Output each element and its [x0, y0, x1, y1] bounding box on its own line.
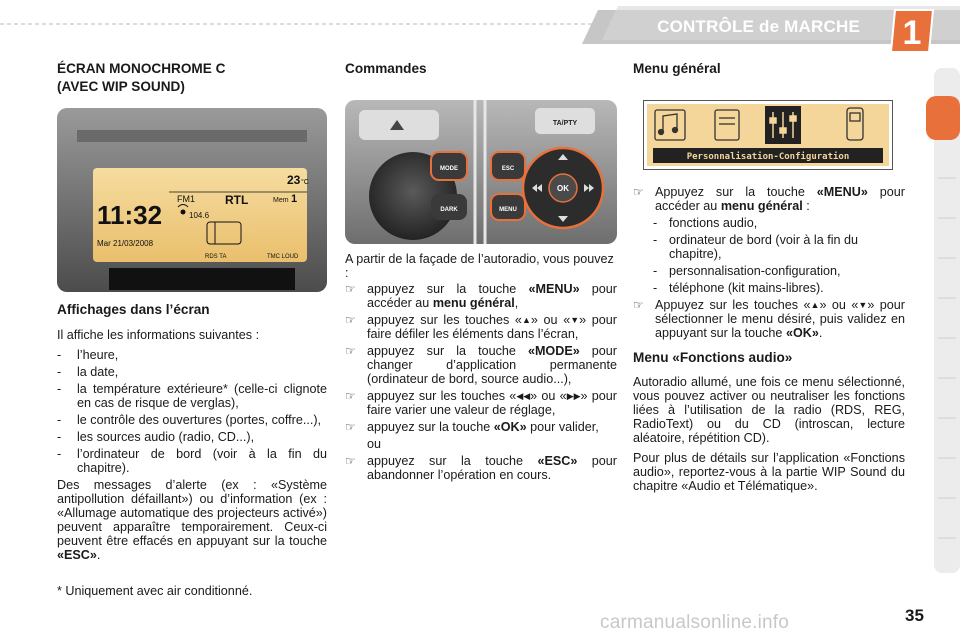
forward-glyph-icon: ▶▶: [566, 391, 581, 401]
list-item: ☞ appuyez sur la touche «MODE» pour changer d’application permanente (ordinateur de bord, source audio...),: [345, 344, 617, 386]
list-item: - téléphone (kit mains-libres).: [653, 281, 824, 295]
heading-line-2: (AVEC WIP SOUND): [57, 79, 185, 94]
list-item: ☞ appuyez sur les touches «▲» ou «▼» pour faire défiler les éléments dans l’écran,: [345, 313, 617, 341]
list-item: - l’heure,: [57, 348, 119, 362]
menu-sublist: [653, 216, 905, 295]
page-number: 35: [905, 606, 924, 625]
list-item: - l’ordinateur de bord (voir à la fin du chapitre).: [57, 447, 327, 475]
lcd-date: Mar 21/03/2008: [97, 239, 154, 248]
section-heading-menu-general: Menu général: [633, 61, 721, 76]
list-item: - le contrôle des ouvertures (portes, coffre...),: [57, 413, 322, 427]
menu-button-label: MENU: [499, 207, 517, 213]
pointing-hand-icon: ☞: [345, 282, 356, 296]
lcd-frequency: 104.6: [189, 211, 210, 220]
list-item: ☞ appuyez sur les touches «◀◀» ou «▶▶» pour faire varier une valeur de réglage,: [345, 389, 617, 417]
pointing-hand-icon: ☞: [345, 389, 356, 403]
commands-list: [345, 282, 617, 482]
list-item: ☞ Appuyez sur les touches «▲» ou «▼» pour sélectionner le menu désiré, puis validez en appuyant sur la touche «OK».: [633, 298, 905, 340]
chapter-tab-strip: [926, 68, 960, 573]
list-item: - la date,: [57, 365, 119, 379]
list-item: - fonctions audio,: [653, 216, 758, 230]
column-display: [57, 60, 327, 598]
down-triangle-icon: ▼: [858, 300, 868, 310]
list-item-or: ou: [367, 437, 382, 451]
lcd-rds: RDS TA: [205, 254, 227, 260]
footnote: * Uniquement avec air conditionné.: [57, 584, 253, 598]
pointing-hand-icon: ☞: [345, 454, 356, 468]
down-triangle-icon: ▼: [570, 315, 580, 325]
alert-paragraph: Des messages d’alerte (ex : «Système antipollution défaillant») ou d’information (ex : «Allumage automatique des projecteurs activé») peuvent apparaître temporairement. Ceux-ci peuvent être effacés en appuyant sur la touche «ESC».: [57, 478, 327, 562]
chapter-number: 1: [902, 14, 922, 52]
list-item: - les sources audio (radio, CD...),: [57, 430, 255, 444]
ta-pty-label: TA/PTY: [552, 120, 578, 127]
section-heading-affichages: Affichages dans l’écran: [57, 302, 210, 317]
dark-button-label: DARK: [440, 207, 458, 213]
list-item: ☞ Appuyez sur la touche «MENU» pour accéder au menu général :: [633, 185, 905, 213]
pointing-hand-icon: ☞: [345, 420, 356, 434]
lcd-time: 11:32: [97, 200, 163, 230]
up-triangle-icon: ▲: [521, 315, 531, 325]
list-item: - personnalisation-configuration,: [653, 264, 841, 278]
up-triangle-icon: ▲: [810, 300, 820, 310]
esc-key-label: «ESC»: [57, 548, 97, 562]
column-menu: [633, 60, 905, 493]
pointing-hand-icon: ☞: [633, 185, 644, 199]
lcd-display-photo: [57, 108, 327, 292]
watermark: carmanualsonline.info: [600, 612, 790, 633]
chapter-badge: [887, 6, 937, 56]
list-item: - ordinateur de bord (voir à la fin du chapitre),: [653, 233, 859, 261]
section-heading-fonctions-audio: Menu «Fonctions audio»: [633, 350, 793, 365]
column-controls: [345, 60, 617, 485]
lcd-memory-number: 1: [291, 193, 298, 205]
ok-button-label: OK: [557, 184, 569, 193]
section-heading-ecran: [57, 60, 327, 96]
menu-list: [633, 185, 905, 213]
lcd-temp-unit: °C: [301, 179, 309, 186]
lcd-tmc: TMC LOUD: [267, 254, 299, 260]
page-header: [0, 0, 960, 52]
commands-intro: A partir de la façade de l’autoradio, vous pouvez :: [345, 252, 614, 280]
radio-panel-photo: [345, 100, 617, 244]
rewind-glyph-icon: ◀◀: [516, 391, 531, 401]
audio-paragraph-1: Autoradio allumé, une fois ce menu sélectionné, vous pouvez activer ou neutraliser les fonctions liées à l’utilisation de la radio (RDS, REG, RadioText) ou du CD (introscan, lecture aléatoire, répétition CD).: [633, 375, 905, 445]
esc-button-label: ESC: [501, 166, 515, 172]
menu-screen-image: [643, 100, 893, 170]
lcd-station-name: RTL: [225, 193, 249, 207]
tab-strip-graphic: [926, 68, 960, 573]
menu-list-2: [633, 298, 905, 340]
pointing-hand-icon: ☞: [345, 313, 356, 327]
list-item: ☞ appuyez sur la touche «OK» pour valider,: [345, 420, 599, 434]
pointing-hand-icon: ☞: [633, 298, 644, 312]
list-item: - la température extérieure* (celle-ci clignote en cas de risque de verglas),: [57, 382, 327, 410]
page-title: CONTRÔLE de MARCHE: [657, 17, 860, 36]
section-heading-commandes: Commandes: [345, 61, 427, 76]
display-items-list: [57, 348, 327, 475]
mode-button-label: MODE: [440, 166, 458, 172]
menu-banner-label: Personnalisation-Configuration: [686, 152, 850, 162]
heading-line-1: ÉCRAN MONOCHROME C: [57, 61, 226, 76]
list-item: ☞ appuyez sur la touche «MENU» pour accéder au menu général,: [345, 282, 617, 310]
intro-text: Il affiche les informations suivantes :: [57, 328, 260, 342]
lcd-station-code: FM1: [177, 194, 195, 204]
audio-paragraph-2: Pour plus de détails sur l’application «Fonctions audio», reportez-vous à la partie WIP Sound du chapitre «Audio et Télématique».: [633, 451, 905, 493]
list-item: ☞ appuyez sur la touche «ESC» pour abandonner l’opération en cours.: [345, 454, 617, 482]
lcd-temp: 23: [287, 173, 301, 187]
lcd-memory-label: Mem: [273, 197, 289, 204]
pointing-hand-icon: ☞: [345, 344, 356, 358]
